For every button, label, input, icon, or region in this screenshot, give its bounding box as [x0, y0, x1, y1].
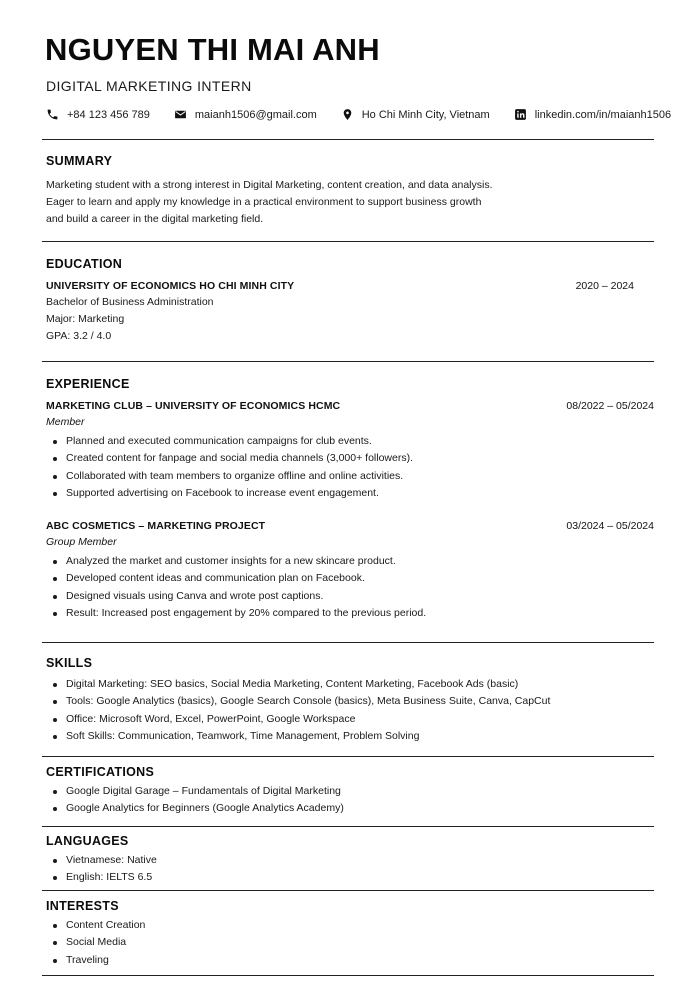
- list-item: Created content for fanpage and social media channels (3,000+ followers).: [52, 450, 654, 467]
- contact-linkedin: [514, 108, 671, 121]
- skills-list: [46, 676, 654, 745]
- list-item: Collaborated with team members to organize offline and online activities.: [52, 468, 654, 485]
- certifications-title: CERTIFICATIONS: [46, 765, 155, 779]
- summary-title: SUMMARY: [46, 154, 113, 168]
- phone-text[interactable]: +84 123 456 789: [67, 108, 150, 121]
- list-item: Digital Marketing: SEO basics, Social Media Marketing, Content Marketing, Facebook Ads (basic): [52, 676, 654, 693]
- summary-line: and build a career in the digital marketing field.: [46, 213, 264, 225]
- experience-section: [46, 377, 654, 622]
- list-item: Office: Microsoft Word, Excel, PowerPoint, Google Workspace: [52, 711, 654, 728]
- divider: [42, 241, 654, 242]
- linkedin-text[interactable]: linkedin.com/in/maianh1506: [534, 108, 672, 121]
- list-item: Developed content ideas and communication plan on Facebook.: [52, 570, 654, 587]
- languages-section: [46, 834, 654, 887]
- skills-title: SKILLS: [46, 656, 93, 670]
- divider: [42, 139, 654, 140]
- school-name: UNIVERSITY OF ECONOMICS HO CHI MINH CITY: [46, 280, 295, 292]
- divider: [42, 642, 654, 643]
- linkedin-icon: [514, 108, 527, 121]
- phone-icon: [46, 108, 59, 121]
- interests-section: [46, 899, 654, 969]
- divider: [42, 826, 654, 827]
- list-item: Analyzed the market and customer insights for a new skincare product.: [52, 553, 654, 570]
- experience-role: Group Member: [46, 536, 117, 549]
- list-item: Social Media: [52, 934, 654, 951]
- list-item: Vietnamese: Native: [52, 852, 654, 869]
- list-item: Google Analytics for Beginners (Google Analytics Academy): [52, 800, 654, 817]
- contact-bar: [46, 108, 672, 121]
- experience-org: MARKETING CLUB – UNIVERSITY OF ECONOMICS HCMC: [46, 400, 341, 412]
- experience-org: ABC COSMETICS – MARKETING PROJECT: [46, 520, 266, 533]
- education-row: [46, 280, 634, 292]
- experience-bullets: [46, 433, 654, 502]
- certifications-section: [46, 765, 654, 818]
- summary-section: [46, 154, 654, 228]
- experience-item: [46, 520, 654, 622]
- experience-bullets: [46, 553, 654, 622]
- education-title: EDUCATION: [46, 257, 123, 271]
- education-years: 2020 – 2024: [575, 280, 634, 292]
- degree: Bachelor of Business Administration: [46, 296, 214, 308]
- interests-list: [46, 917, 654, 969]
- experience-title: EXPERIENCE: [46, 377, 130, 391]
- divider: [42, 975, 654, 976]
- languages-title: LANGUAGES: [46, 834, 129, 848]
- list-item: Tools: Google Analytics (basics), Google Search Console (basics), Meta Business Suite, Canva, CapCut: [52, 693, 654, 710]
- experience-dates: 03/2024 – 05/2024: [566, 520, 654, 533]
- list-item: Supported advertising on Facebook to increase event engagement.: [52, 485, 654, 502]
- location-text: Ho Chi Minh City, Vietnam: [361, 108, 490, 121]
- list-item: Traveling: [52, 952, 654, 969]
- list-item: English: IELTS 6.5: [52, 869, 654, 886]
- list-item: Planned and executed communication campaigns for club events.: [52, 433, 654, 450]
- email-icon: [174, 108, 187, 121]
- gpa: GPA: 3.2 / 4.0: [46, 330, 112, 342]
- summary-line: Eager to learn and apply my knowledge in a practical environment to support business growth: [46, 196, 482, 208]
- experience-header: [46, 400, 654, 412]
- candidate-role: DIGITAL MARKETING INTERN: [46, 78, 252, 94]
- skills-section: [46, 656, 654, 745]
- divider: [42, 890, 654, 891]
- contact-location: [341, 108, 490, 121]
- experience-role: Member: [46, 416, 85, 428]
- divider: [42, 756, 654, 757]
- location-pin-icon: [341, 108, 354, 121]
- experience-dates: 08/2022 – 05/2024: [566, 400, 654, 412]
- list-item: Google Digital Garage – Fundamentals of Digital Marketing: [52, 783, 654, 800]
- list-item: Content Creation: [52, 917, 654, 934]
- major: Major: Marketing: [46, 313, 125, 325]
- experience-header: [46, 520, 654, 532]
- education-section: [46, 257, 634, 345]
- languages-list: [46, 852, 654, 887]
- certifications-list: [46, 783, 654, 818]
- experience-item: [46, 400, 654, 502]
- email-text[interactable]: maianh1506@gmail.com: [194, 108, 317, 121]
- contact-email: [174, 108, 317, 121]
- summary-text: [46, 177, 654, 228]
- divider: [42, 361, 654, 362]
- interests-title: INTERESTS: [46, 899, 119, 913]
- list-item: Soft Skills: Communication, Teamwork, Time Management, Problem Solving: [52, 728, 654, 745]
- list-item: Designed visuals using Canva and wrote post captions.: [52, 588, 654, 605]
- candidate-name: NGUYEN THI MAI ANH: [45, 32, 380, 67]
- summary-line: Marketing student with a strong interest in Digital Marketing, content creation, and data analysis.: [46, 179, 493, 191]
- contact-phone: [46, 108, 150, 121]
- list-item: Result: Increased post engagement by 20% compared to the previous period.: [52, 605, 654, 622]
